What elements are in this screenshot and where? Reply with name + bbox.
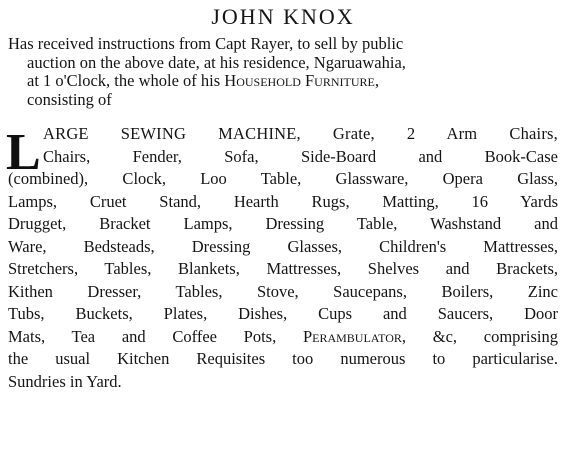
drop-cap-letter: L <box>6 124 41 181</box>
item-line-6: Ware, Bedsteads, Dressing Glasses, Children's Mattresses, <box>8 236 558 256</box>
item-line-4: Lamps, Cruet Stand, Hearth Rugs, Matting, 16 Yards <box>8 191 558 211</box>
item-line-1 <box>8 123 558 146</box>
item-line-5: Drugget, Bracket Lamps, Dressing Table, Washstand and <box>8 214 558 233</box>
item-line-10-start: Mats, Tea and Coffee Pots, <box>8 326 303 346</box>
intro-line-2: auction on the above date, at his residence, Ngaruawahia, <box>27 52 406 72</box>
item-list-paragraph <box>8 123 558 393</box>
intro-line-1: Has received instructions from Capt Rayer, to sell by public <box>8 34 404 53</box>
intro-paragraph <box>8 35 560 109</box>
item-line-10 <box>8 326 558 349</box>
auctioneer-name-heading: JOHN KNOX <box>211 4 355 29</box>
item-line-2: Chairs, Fender, Sofa, Side-Board and Book-Case <box>43 146 558 166</box>
item-line-11: the usual Kitchen Requisites too numerous to particularise. <box>8 349 558 368</box>
item-line-9: Tubs, Buckets, Plates, Dishes, Cups and Saucers, Door <box>8 304 558 323</box>
intro-line-3 <box>8 72 560 91</box>
item-line-7: Stretchers, Tables, Blankets, Mattresses, Shelves and Brackets, <box>8 259 558 278</box>
intro-line-3-text: at 1 o'Clock, the whole of his <box>27 71 225 90</box>
item-line-3: (combined), Clock, Loo Table, Glassware, Opera Glass, <box>8 169 558 188</box>
household-furniture-text: Household Furniture, <box>224 71 379 90</box>
item-line-8: Kithen Dresser, Tables, Stove, Saucepans, Boilers, Zinc <box>8 281 558 301</box>
sewing-machine-text: ARGE SEWING MACHINE, <box>43 124 301 143</box>
item-line-1-rest: Grate, 2 Arm Chairs, <box>300 124 558 143</box>
item-line-10-end: &c, comprising <box>406 326 559 346</box>
intro-line-4: consisting of <box>27 89 112 109</box>
perambulator-text: Perambulator, <box>302 326 407 346</box>
item-line-12: Sundries in Yard. <box>8 371 122 391</box>
